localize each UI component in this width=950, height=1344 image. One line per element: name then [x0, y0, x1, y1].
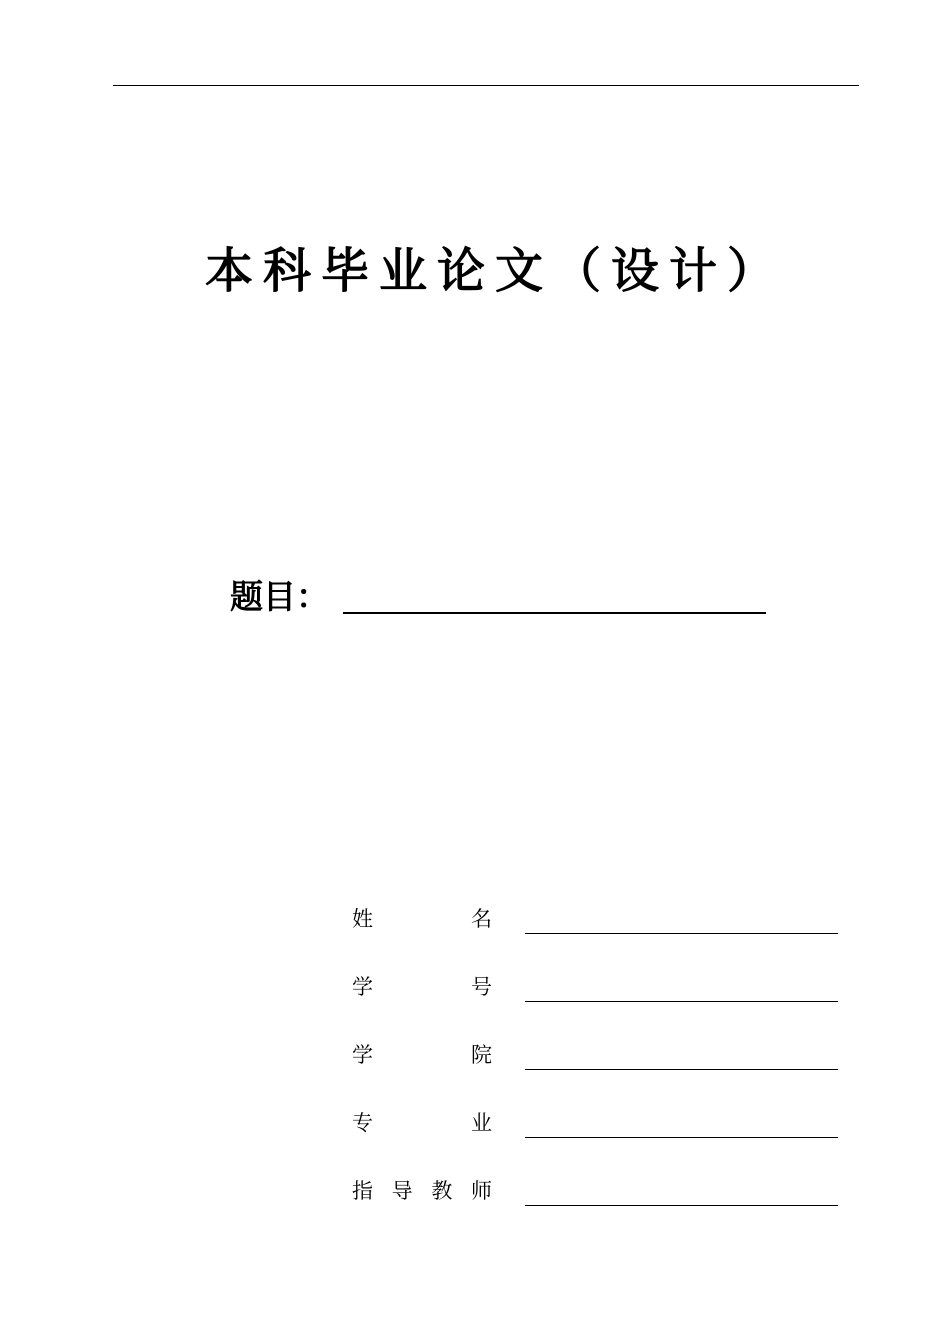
info-label-char: 名: [471, 907, 492, 931]
info-row-student-id: [352, 934, 842, 1002]
info-label-char: 学: [352, 1043, 373, 1067]
info-label-name: [352, 894, 492, 934]
info-label-char: 姓: [352, 907, 373, 931]
info-row-advisor: [352, 1138, 842, 1206]
info-label-advisor: [352, 1166, 492, 1206]
header-rule: [113, 85, 859, 86]
info-label-college: [352, 1030, 492, 1070]
topic-label: 题目：: [230, 577, 329, 616]
info-label-char: 专: [352, 1111, 373, 1135]
info-label-char: 指: [352, 1179, 373, 1203]
student-id-fill-line[interactable]: [525, 1001, 838, 1002]
advisor-fill-line[interactable]: [525, 1205, 838, 1206]
major-fill-line[interactable]: [525, 1137, 838, 1138]
info-label-char: 号: [471, 975, 492, 999]
info-label-char: 学: [352, 975, 373, 999]
info-label-char: 导: [391, 1179, 413, 1203]
info-label-char: 院: [471, 1043, 492, 1067]
info-label-char: 业: [471, 1111, 492, 1135]
info-row-college: [352, 1002, 842, 1070]
page-title: 本科毕业论文（设计）: [204, 243, 785, 299]
info-label-student-id: [352, 962, 492, 1002]
info-row-name: [352, 866, 842, 934]
college-fill-line[interactable]: [525, 1069, 838, 1070]
student-info-table: [352, 866, 842, 1206]
info-label-char: 教: [431, 1179, 453, 1203]
topic-row: [230, 570, 766, 620]
info-label-char: 师: [470, 1179, 492, 1203]
topic-fill-line[interactable]: [343, 612, 766, 614]
name-fill-line[interactable]: [525, 933, 838, 934]
info-label-major: [352, 1098, 492, 1138]
info-row-major: [352, 1070, 842, 1138]
